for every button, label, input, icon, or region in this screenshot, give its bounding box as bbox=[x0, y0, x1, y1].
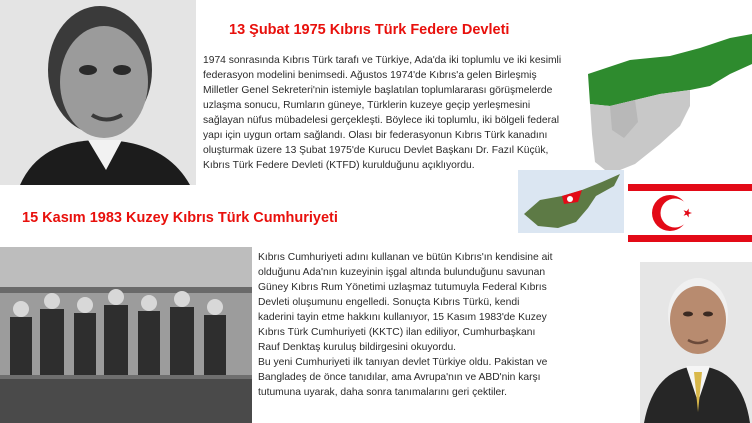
text-line: federasyon modelini benimsedi. Ağustos 1974'de Kıbrıs'a gelen Birleşmiş bbox=[203, 70, 537, 81]
portrait-photo-2 bbox=[640, 262, 752, 423]
kktc-flag-icon bbox=[628, 178, 752, 248]
text-line: Milletler Genel Sekreteri'nin istemiyle başlatılan toplumlararası görüşmelerde bbox=[203, 85, 553, 96]
section2-title: 15 Kasım 1983 Kuzey Kıbrıs Türk Cumhuriyeti bbox=[22, 210, 338, 226]
text-line: Güney Kıbrıs Rum Yönetimi uzlaşmaz tutumuyla Federal Kıbrıs bbox=[258, 282, 547, 293]
text-line: olduğunu Ada'nın kuzeyinin işgal altında bulunduğunu savunan bbox=[258, 267, 546, 278]
text-line: Kıbrıs Türk Federe Devleti (KTFD) kurulduğunu açıklıyordu. bbox=[203, 160, 475, 171]
text-line: Kıbrıs Türk Cumhuriyeti (KKTC) ilan ediliyor, Cumhurbaşkanı bbox=[258, 327, 536, 338]
text-line: tutumuna uyarak, daha sonra tanımalarını geri çektiler. bbox=[258, 387, 507, 398]
text-line: Bangladeş de önce tanıdılar, ama Avrupa'nın ve ABD'nin karşı bbox=[258, 372, 541, 383]
section1-title: 13 Şubat 1975 Kıbrıs Türk Federe Devleti bbox=[229, 22, 510, 38]
text-line: 1974 sonrasında Kıbrıs Türk tarafı ve Türkiye, Ada'da iki toplumlu ve iki kesimli bbox=[203, 55, 562, 66]
section1-paragraph bbox=[203, 53, 593, 173]
text-line: Rauf Denktaş kuruluş bildirgesini okuyordu. bbox=[258, 342, 457, 353]
portrait-photo-1 bbox=[0, 0, 196, 185]
text-line: yapı için uygun ortam sağlandı. Olası bir federasyonun Kıbrıs Türk kanadını bbox=[203, 130, 548, 141]
text-line: Bu yeni Cumhuriyeti ilk tanıyan devlet Türkiye oldu. Pakistan ve bbox=[258, 357, 548, 368]
text-line: oluşturmak üzere 13 Şubat 1975'de Kurucu Devlet Başkanı Dr. Fazıl Küçük, bbox=[203, 145, 549, 156]
text-line: Kıbrıs Cumhuriyeti adını kullanan ve bütün Kıbrıs'ın kendisine ait bbox=[258, 252, 553, 263]
satellite-island-photo bbox=[518, 170, 624, 233]
text-line: uzlaşma sonucu, Rumların güneye, Türklerin kuzeye geçip yerleşmesini bbox=[203, 100, 531, 111]
text-line: kaderini tayin etme hakkını kullanıyor, 15 Kasım 1983'de Kuzey bbox=[258, 312, 547, 323]
text-line: Devleti oluşumunu engelledi. Sonuçta Kıbrıs Türkü, kendi bbox=[258, 297, 520, 308]
parliament-photo bbox=[0, 247, 252, 423]
section2-paragraph-2 bbox=[258, 355, 588, 400]
section2-paragraph bbox=[258, 250, 588, 355]
text-line: sağlayan nüfus mübadelesi gerçekleşti. Böylece iki toplumlu, iki bölgeli federal bbox=[203, 115, 560, 126]
